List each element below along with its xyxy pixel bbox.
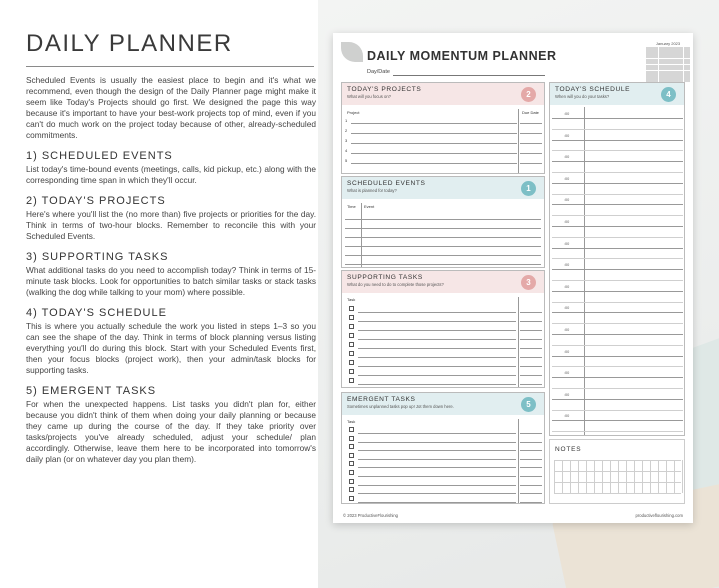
emergent-tasks-box — [341, 392, 545, 504]
schedule-row-line — [552, 172, 683, 173]
schedule-row-line — [552, 345, 683, 346]
schedule-row-line — [552, 204, 683, 205]
project-row-number: 2 — [345, 128, 348, 133]
notes-grid-line — [610, 460, 611, 493]
task-extra-line — [520, 330, 542, 331]
schedule-row-line — [552, 258, 683, 259]
schedule-row-line — [552, 237, 683, 238]
step-badge: 5 — [521, 397, 536, 412]
checkbox-icon — [349, 461, 354, 466]
box-title: TODAY'S SCHEDULE — [555, 86, 631, 93]
schedule-row-line — [552, 248, 683, 249]
calendar-cell — [646, 53, 652, 59]
schedule-row-line — [552, 366, 683, 367]
calendar-cell — [659, 59, 665, 65]
schedule-time-label: :00 — [564, 220, 570, 224]
calendar-cell — [659, 71, 665, 77]
checkbox-icon — [349, 351, 354, 356]
task-row-line — [358, 493, 516, 494]
checkbox-icon — [349, 436, 354, 441]
footer-copyright: © 2023 ProductiveFlourishing — [343, 513, 398, 518]
calendar-grid — [646, 47, 690, 82]
task-row-line — [358, 321, 516, 322]
task-row-line — [358, 339, 516, 340]
schedule-row-line — [552, 334, 683, 335]
schedule-row-line — [552, 269, 683, 270]
schedule-time-label: :00 — [564, 328, 570, 332]
mini-calendar — [646, 41, 690, 82]
task-extra-line — [520, 493, 542, 494]
task-extra-line — [520, 502, 542, 503]
task-extra-line — [520, 366, 542, 367]
due-date-line — [520, 123, 542, 124]
date-line — [393, 75, 545, 76]
project-row-line — [351, 143, 517, 144]
schedule-row-line — [552, 140, 683, 141]
calendar-cell — [659, 53, 665, 59]
column-divider — [518, 297, 519, 387]
calendar-cell — [677, 47, 683, 53]
project-row-number: 4 — [345, 148, 348, 153]
calendar-cell — [652, 71, 658, 77]
due-date-line — [520, 163, 542, 164]
event-row-line — [345, 246, 541, 247]
scheduled-events-box — [341, 176, 545, 268]
notes-grid-line — [666, 460, 667, 493]
task-row-line — [358, 330, 516, 331]
schedule-row-line — [552, 420, 683, 421]
task-row-line — [358, 348, 516, 349]
task-extra-line — [520, 467, 542, 468]
task-row-line — [358, 433, 516, 434]
section-heading-todays-projects: 2) TODAY'S PROJECTS — [26, 195, 166, 207]
schedule-time-label: :00 — [564, 371, 570, 376]
step-badge: 2 — [521, 87, 536, 102]
box-header — [342, 83, 544, 105]
checkbox-icon — [349, 479, 354, 484]
box-title: SCHEDULED EVENTS — [347, 180, 426, 187]
schedule-time-label: :00 — [564, 392, 570, 397]
calendar-cell — [646, 65, 652, 71]
task-row-line — [358, 467, 516, 468]
notes-grid-line — [674, 460, 675, 493]
schedule-row-line — [552, 215, 683, 216]
task-extra-line — [520, 442, 542, 443]
checkbox-icon — [349, 333, 354, 338]
calendar-cell — [646, 47, 652, 53]
box-subtitle: What is planned for today? — [347, 188, 397, 193]
box-subtitle: What do you need to do to complete those projects? — [347, 282, 444, 287]
section-text-todays-projects: Here's where you'll list the (no more than) five projects or priorities for the day. Think in terms of two-hour blocks. Remember to reconcile this with your Scheduled Events. — [26, 209, 316, 241]
schedule-time-label: :00 — [564, 284, 570, 289]
schedule-row-line — [552, 194, 683, 195]
project-row-line — [351, 163, 517, 164]
schedule-time-label: :00 — [564, 349, 570, 354]
calendar-cell — [659, 47, 665, 53]
section-heading-supporting-tasks: 3) SUPPORTING TASKS — [26, 251, 169, 263]
checkbox-icon — [349, 470, 354, 475]
step-badge: 3 — [521, 275, 536, 290]
task-extra-line — [520, 459, 542, 460]
notes-grid-line — [626, 460, 627, 493]
project-row-line — [351, 133, 517, 134]
calendar-cell — [671, 71, 677, 77]
column-label-project: Project — [347, 110, 360, 115]
calendar-cell — [671, 47, 677, 53]
column-label-time: Time — [347, 204, 356, 209]
todays-schedule-box — [549, 82, 685, 436]
guide-title: DAILY PLANNER — [26, 30, 233, 57]
calendar-cell — [659, 65, 665, 71]
column-divider — [361, 203, 362, 267]
project-row-number: 5 — [345, 158, 348, 163]
column-label-task: Task — [347, 419, 356, 424]
project-row-number: 3 — [345, 138, 348, 143]
box-title: TODAY'S PROJECTS — [347, 86, 422, 93]
schedule-row-line — [552, 356, 683, 357]
leaf-icon — [341, 42, 363, 62]
notes-grid-line — [570, 460, 571, 493]
guide-intro: Scheduled Events is usually the easiest place to begin and it's what we recommend, even though the design of the Daily Planner page might make it seem like Today's Projects should go first. We designed the page this way because it's important to have your best-work projects top of mind, even if you can't do much work on the project today because of other, already-scheduled commitments. — [26, 75, 316, 140]
notes-grid-line — [586, 460, 587, 493]
box-title: EMERGENT TASKS — [347, 396, 416, 403]
schedule-row-line — [552, 388, 683, 389]
due-date-line — [520, 143, 542, 144]
section-heading-scheduled-events: 1) SCHEDULED EVENTS — [26, 150, 173, 162]
schedule-time-label: :00 — [564, 241, 570, 246]
planner-title: DAILY MOMENTUM PLANNER — [367, 49, 557, 63]
calendar-cell — [684, 65, 690, 71]
schedule-row-line — [552, 302, 683, 303]
calendar-cell — [677, 53, 683, 59]
project-row-line — [351, 153, 517, 154]
supporting-tasks-box — [341, 270, 545, 388]
notes-grid-line — [682, 460, 683, 493]
calendar-cell — [665, 47, 671, 53]
checkbox-icon — [349, 453, 354, 458]
box-title: SUPPORTING TASKS — [347, 274, 423, 281]
column-label-due-date: Due Date — [522, 110, 539, 115]
todays-projects-box — [341, 82, 545, 174]
task-extra-line — [520, 312, 542, 313]
task-row-line — [358, 384, 516, 385]
schedule-row-line — [552, 431, 683, 432]
checkbox-icon — [349, 427, 354, 432]
footer-website: productiveflourishing.com — [635, 513, 683, 518]
section-text-scheduled-events: List today's time-bound events (meetings, calls, kid pickup, etc.) along with the corresponding time span in which they'll occur. — [26, 164, 316, 185]
task-extra-line — [520, 339, 542, 340]
checkbox-icon — [349, 315, 354, 320]
calendar-cell — [671, 59, 677, 65]
notes-grid-line — [594, 460, 595, 493]
notes-grid-line — [602, 460, 603, 493]
calendar-cell — [671, 65, 677, 71]
task-extra-line — [520, 348, 542, 349]
calendar-cell — [652, 47, 658, 53]
calendar-cell — [652, 65, 658, 71]
schedule-time-label: :00 — [564, 133, 570, 138]
section-text-emergent-tasks: For when the unexpected happens. List tasks you didn't plan for, either because you didn't think of them when doing your daily planning or because they came up during the course of the day. If they take priority over tasks/projects you've already scheduled, adjust your schedule/ plan accordingly. Otherwise, leave them here to be incorporated into tomorrow's daily plan (or on whatever day you plan them). — [26, 399, 316, 464]
column-divider — [518, 419, 519, 503]
schedule-row-line — [552, 118, 683, 119]
section-text-supporting-tasks: What additional tasks do you need to accomplish today? Think in terms of 15-minute task blocks. Look for opportunities to batch similar tasks or stack tasks (walking the dog while talking to your mom) where possible. — [26, 265, 316, 297]
notes-grid-line — [578, 460, 579, 493]
notes-grid-line — [618, 460, 619, 493]
schedule-time-label: :00 — [564, 263, 570, 268]
checkbox-icon — [349, 324, 354, 329]
checkbox-icon — [349, 444, 354, 449]
calendar-cell — [665, 59, 671, 65]
notes-grid-line — [642, 460, 643, 493]
schedule-row-line — [552, 312, 683, 313]
schedule-row-line — [552, 150, 683, 151]
checkbox-icon — [349, 369, 354, 374]
due-date-line — [520, 153, 542, 154]
box-header — [342, 177, 544, 199]
task-row-line — [358, 485, 516, 486]
schedule-time-label: :00 — [564, 176, 570, 181]
guide-column — [26, 30, 316, 465]
notes-grid-line — [562, 460, 563, 493]
due-date-line — [520, 133, 542, 134]
calendar-cell — [684, 59, 690, 65]
event-row-line — [345, 255, 541, 256]
task-extra-line — [520, 321, 542, 322]
checkbox-icon — [349, 378, 354, 383]
schedule-row-line — [552, 323, 683, 324]
box-subtitle: Sometimes unplanned tasks pop up! Jot them down here. — [347, 404, 454, 409]
notes-grid-line — [658, 460, 659, 493]
schedule-row-line — [552, 410, 683, 411]
calendar-cell — [684, 47, 690, 53]
task-row-line — [358, 450, 516, 451]
calendar-cell — [665, 65, 671, 71]
task-row-line — [358, 312, 516, 313]
event-row-line — [345, 228, 541, 229]
task-row-line — [358, 357, 516, 358]
task-row-line — [358, 442, 516, 443]
task-extra-line — [520, 384, 542, 385]
calendar-cell — [652, 59, 658, 65]
schedule-row-line — [552, 183, 683, 184]
box-header — [342, 271, 544, 293]
calendar-cell — [652, 53, 658, 59]
checkbox-icon — [349, 342, 354, 347]
schedule-row-line — [552, 377, 683, 378]
task-extra-line — [520, 433, 542, 434]
title-divider — [26, 66, 314, 67]
column-label-event: Event — [364, 204, 375, 209]
checkbox-icon — [349, 496, 354, 501]
task-row-line — [358, 459, 516, 460]
step-badge: 4 — [661, 87, 676, 102]
schedule-time-label: :00 — [564, 414, 570, 419]
event-row-line — [345, 264, 541, 265]
notes-grid-line — [554, 493, 681, 494]
task-row-line — [358, 366, 516, 367]
calendar-cell — [646, 71, 652, 77]
calendar-cell — [677, 65, 683, 71]
section-heading-emergent-tasks: 5) EMERGENT TASKS — [26, 385, 157, 397]
task-row-line — [358, 502, 516, 503]
checkbox-icon — [349, 487, 354, 492]
checkbox-icon — [349, 306, 354, 311]
section-heading-todays-schedule: 4) TODAY'S SCHEDULE — [26, 307, 167, 319]
task-row-line — [358, 476, 516, 477]
schedule-row-line — [552, 161, 683, 162]
column-label-task: Task — [347, 297, 356, 302]
calendar-cell — [665, 71, 671, 77]
calendar-cell — [671, 53, 677, 59]
column-divider — [518, 109, 519, 173]
box-header — [342, 393, 544, 415]
schedule-time-label: :00 — [564, 112, 570, 116]
calendar-cell — [677, 71, 683, 77]
task-extra-line — [520, 375, 542, 376]
task-extra-line — [520, 450, 542, 451]
schedule-time-label: :00 — [564, 306, 570, 311]
event-row-line — [345, 219, 541, 220]
notes-grid-line — [554, 460, 555, 493]
project-row-number: 1 — [345, 118, 348, 123]
schedule-time-label: :00 — [564, 198, 570, 203]
box-subtitle: When will you do your tasks? — [555, 94, 610, 99]
task-row-line — [358, 375, 516, 376]
notes-title: NOTES — [555, 446, 582, 453]
box-header — [550, 83, 684, 105]
calendar-cell — [684, 71, 690, 77]
notes-grid-line — [634, 460, 635, 493]
event-row-line — [345, 237, 541, 238]
schedule-row-line — [552, 226, 683, 227]
box-subtitle: What will you focus on? — [347, 94, 391, 99]
project-row-line — [351, 123, 517, 124]
schedule-row-line — [552, 129, 683, 130]
notes-grid-line — [650, 460, 651, 493]
calendar-cell — [684, 53, 690, 59]
schedule-row-line — [552, 280, 683, 281]
section-text-todays-schedule: This is where you actually schedule the work you listed in steps 1–3 so you can see the shape of the day. Think in terms of block planning versus listing everything you'll do during this block. Start with your Scheduled Events first, then your focus blocks (project work), then your admin/task blocks for supporting tasks. — [26, 321, 316, 375]
task-extra-line — [520, 357, 542, 358]
task-extra-line — [520, 476, 542, 477]
schedule-time-label: :00 — [564, 155, 570, 160]
calendar-cell — [665, 53, 671, 59]
calendar-cell — [646, 59, 652, 65]
schedule-row-line — [552, 399, 683, 400]
notes-box — [549, 439, 685, 504]
time-column-divider — [584, 107, 585, 435]
date-label: Day/Date — [367, 69, 390, 75]
calendar-title: January 2023 — [655, 41, 681, 46]
planner-sheet — [333, 33, 693, 523]
checkbox-icon — [349, 360, 354, 365]
calendar-cell — [677, 59, 683, 65]
step-badge: 1 — [521, 181, 536, 196]
schedule-row-line — [552, 291, 683, 292]
task-extra-line — [520, 485, 542, 486]
